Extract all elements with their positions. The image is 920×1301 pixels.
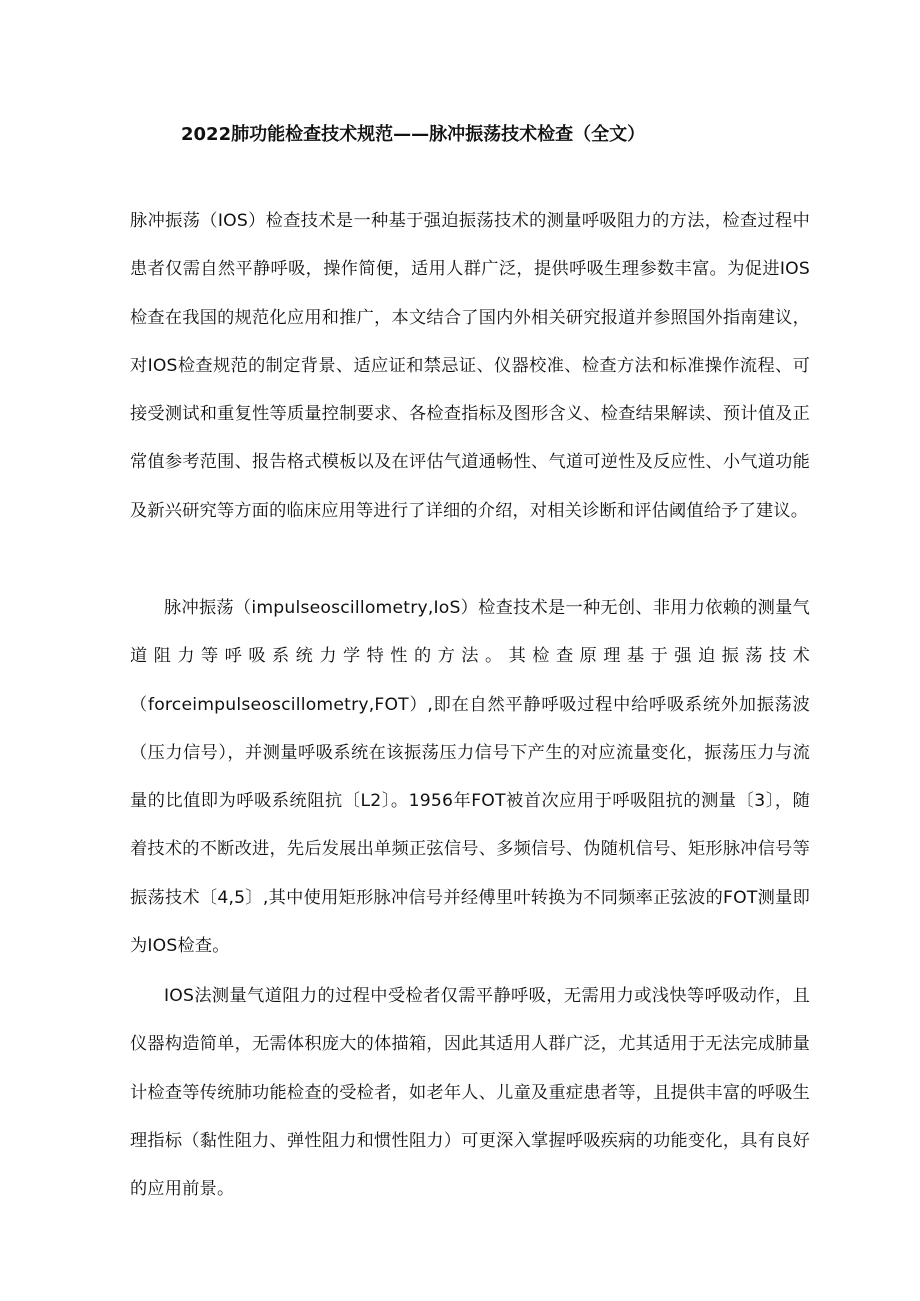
document-title: 2022肺功能检查技术规范——脉冲振荡技术检查（全文） xyxy=(181,124,646,145)
paragraph-advantages: IOS法测量气道阻力的过程中受检者仅需平静呼吸，无需用力或浅快等呼吸动作，且仪器构造简单，无需体积庞大的体描箱，因此其适用人群广泛，尤其适用于无法完成肺量计检查等传统肺功能检查的受检者，如老年人、儿童及重症患者等，且提供丰富的呼吸生理指标（黏性阻力、弹性阻力和惯性阻力）可更深入掌握呼吸疾病的功能变化，具有良好的应用前景。 xyxy=(130,986,810,1200)
paragraph-principle: 脉冲振荡（impulseoscillometry,IoS）检查技术是一种无创、非用力依赖的测量气道阻力等呼吸系统力学特性的方法。其检查原理基于强迫振荡技术（forceimpulseoscillometry,FOT）,即在自然平静呼吸过程中给呼吸系统外加振荡波（压力信号），并测量呼吸系统在该振荡压力信号下产生的对应流量变化，振荡压力与流量的比值即为呼吸系统阻抗〔L2〕。1956年FOT被首次应用于呼吸阻抗的测量〔3〕，随着技术的不断改进，先后发展出单频正弦信号、多频信号、伪随机信号、矩形脉冲信号等振荡技术〔4,5〕,其中使用矩形脉冲信号并经傅里叶转换为不同频率正弦波的FOT测量即为IOS检查。 xyxy=(130,598,810,957)
paragraph-intro: 脉冲振荡（IOS）检查技术是一种基于强迫振荡技术的测量呼吸阻力的方法，检查过程中患者仅需自然平静呼吸，操作简便，适用人群广泛，提供呼吸生理参数丰富。为促进IOS检查在我国的规范化应用和推广，本文结合了国内外相关研究报道并参照国外指南建议，对IOS检查规范的制定背景、适应证和禁忌证、仪器校准、检查方法和标准操作流程、可接受测试和重复性等质量控制要求、各检查指标及图形含义、检查结果解读、预计值及正常值参考范围、报告格式模板以及在评估气道通畅性、气道可逆性及反应性、小气道功能及新兴研究等方面的临床应用等进行了详细的介绍，对相关诊断和评估阈值给予了建议。 xyxy=(130,211,810,521)
